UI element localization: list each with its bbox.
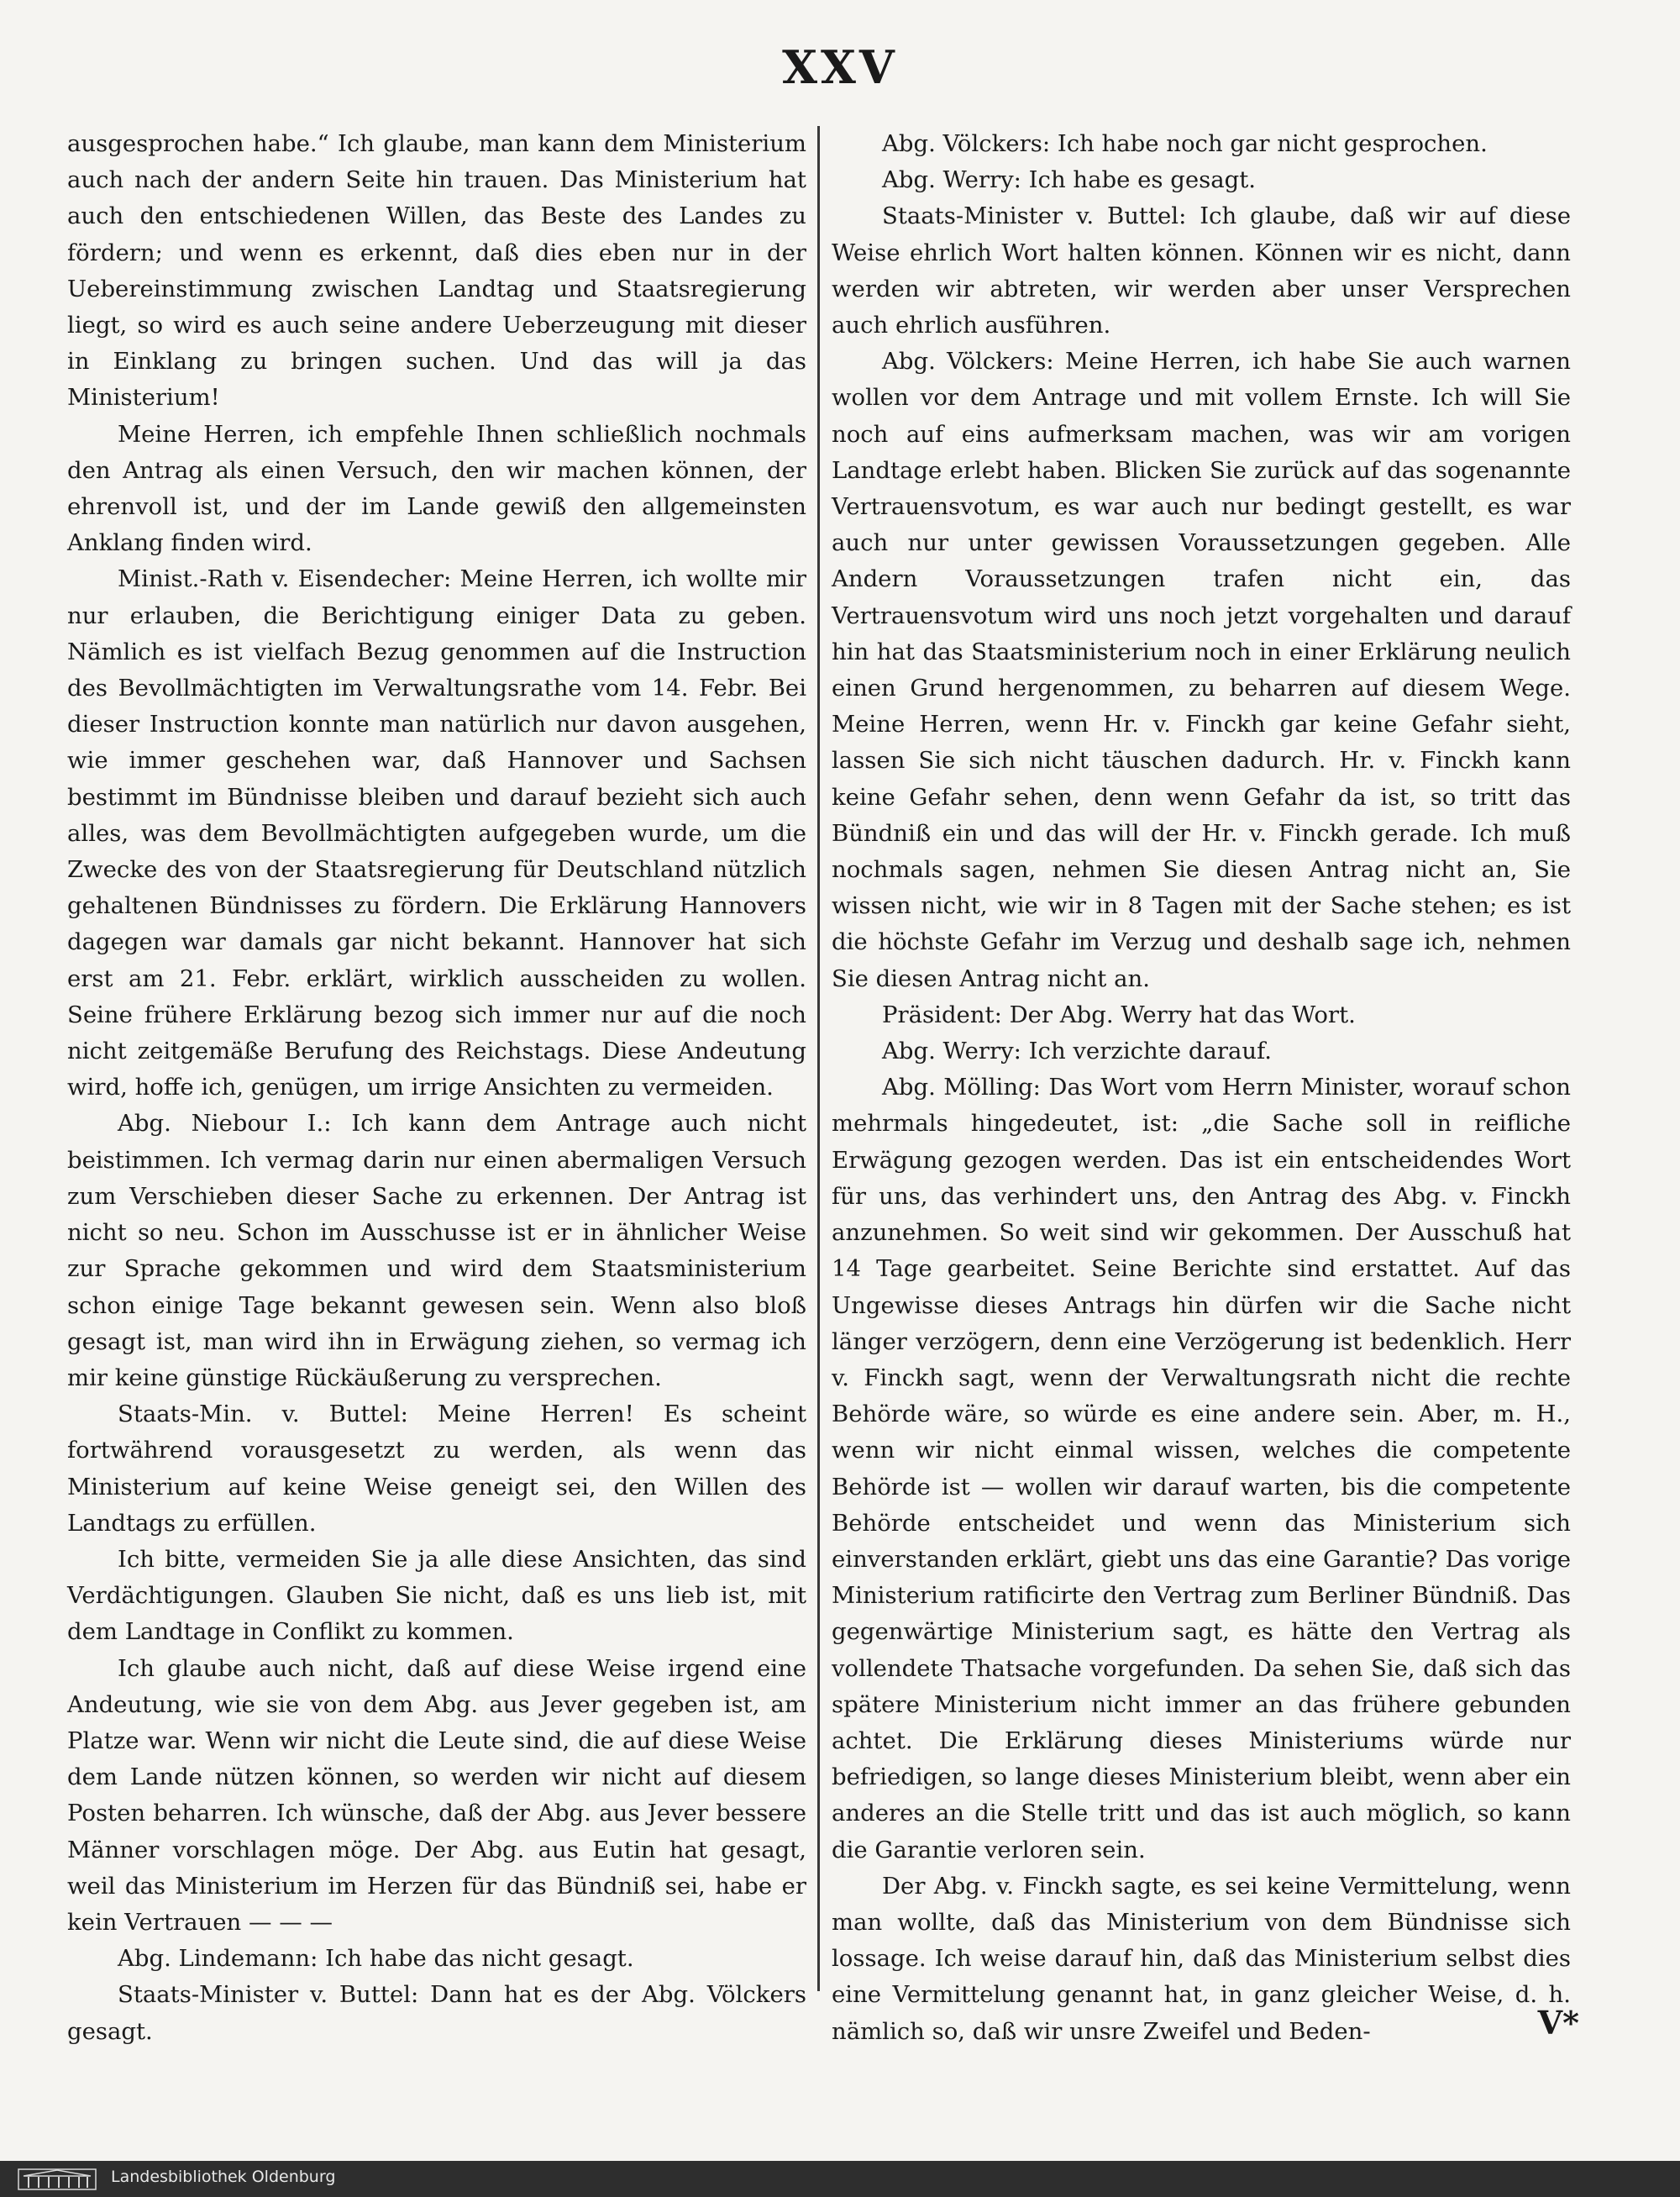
paragraph: Abg. Werry: Ich verzichte darauf.: [882, 1038, 1273, 1065]
paragraph: Ich bitte, vermeiden Sie ja alle diese Ansichten, das sind Verdächtigungen. Glauben Sie nicht, daß es uns lieb ist, mit dem Landtage in Conflikt zu kommen.: [67, 1545, 806, 1646]
signature-mark: V*: [1537, 2004, 1579, 2042]
paragraph: Präsident: Der Abg. Werry hat das Wort.: [882, 1001, 1356, 1028]
left-column: [67, 126, 806, 2045]
right-column: [832, 126, 1571, 2045]
page-number: XXV: [782, 40, 898, 94]
paragraph: Abg. Lindemann: Ich habe das nicht gesagt.: [118, 1945, 634, 1973]
paragraph: Staats-Min. v. Buttel: Meine Herren! Es scheint fortwährend vorausgesetzt zu werden, als wenn das Ministerium auf keine Weise geneigt sei, den Willen des Landtags zu erfüllen.: [67, 1401, 806, 1537]
column-divider: [817, 126, 820, 1991]
paragraph: Abg. Werry: Ich habe es gesagt.: [882, 166, 1257, 194]
paragraph: Meine Herren, ich empfehle Ihnen schließlich nochmals den Antrag als einen Versuch, den wir machen können, der ehrenvoll ist, und der im Lande gewiß den allgemeinsten Anklang finden wird.: [67, 420, 806, 557]
library-footer-bar: [0, 2161, 1680, 2197]
paragraph: Ich glaube auch nicht, daß auf diese Weise irgend eine Andeutung, wie sie von dem Abg. aus Jever gegeben ist, am Platze war. Wenn wir nicht die Leute sind, die auf diese Weise dem Lande nützen können, so werden wir nicht auf diesem Posten beharren. Ich wünsche, daß der Abg. aus Jever bessere Männer vorschlagen möge. Der Abg. aus Eutin hat gesagt, weil das Ministerium im Herzen für das Bündniß sei, habe er kein Vertrauen — — —: [67, 1654, 806, 1936]
paragraph: Abg. Völckers: Meine Herren, ich habe Sie auch warnen wollen vor dem Antrage und mit vollem Ernste. Ich will Sie noch auf eins aufmerksam machen, was wir am vorigen Landtage erlebt haben. Blicken Sie zurück auf das sogenannte Vertrauensvotum, es war auch nur bedingt gestellt, es war auch nur unter gewissen Voraussetzungen gegeben. Alle Andern Voraussetzungen trafen nicht ein, das Vertrauensvotum wird uns noch jetzt vorgehalten und darauf hin hat das Staatsministerium noch in einer Erklärung neulich einen Grund hergenommen, zu beharren auf diesem Wege. Meine Herren, wenn Hr. v. Finckh gar keine Gefahr sieht, lassen Sie sich nicht täuschen dadurch. Hr. v. Finckh kann keine Gefahr sehen, denn wenn Gefahr da ist, so tritt das Bündniß ein und das will der Hr. v. Finckh gerade. Ich muß nochmals sagen, nehmen Sie diesen Antrag nicht an, Sie wissen nicht, wie wir in 8 Tagen mit der Sache stehen; es ist die höchste Gefahr im Verzug und deshalb sage ich, nehmen Sie diesen Antrag nicht an.: [832, 348, 1571, 992]
paragraph: Der Abg. v. Finckh sagte, es sei keine Vermittelung, wenn man wollte, daß das Ministerium von dem Bündnisse sich lossage. Ich weise darauf hin, daß das Ministerium selbst dies eine Vermittelung genannt hat, in ganz gleicher Weise, d. h. nämlich so, daß wir unsre Zweifel und Beden-: [832, 1872, 1571, 2045]
paragraph: Staats-Minister v. Buttel: Ich glaube, daß wir auf diese Weise ehrlich Wort halten können. Können wir es nicht, dann werden wir abtreten, wir werden aber unser Versprechen auch ehrlich ausführen.: [832, 202, 1571, 339]
paragraph: Minist.-Rath v. Eisendecher: Meine Herren, ich wollte mir nur erlauben, die Berichtigung einiger Data zu geben. Nämlich es ist vielfach Bezug genommen auf die Instruction des Bevollmächtigten im Verwaltungsrathe vom 14. Febr. Bei dieser Instruction konnte man natürlich nur davon ausgehen, wie immer geschehen war, daß Hannover und Sachsen bestimmt im Bündnisse bleiben und darauf bezieht sich auch alles, was dem Bevollmächtigten aufgegeben wurde, um die Zwecke des von der Staatsregierung für Deutschland nützlich gehaltenen Bündnisses zu fördern. Die Erklärung Hannovers dagegen war damals gar nicht bekannt. Hannover hat sich erst am 21. Febr. erklärt, wirklich ausscheiden zu wollen. Seine frühere Erklärung bezog sich immer nur auf die noch nicht zeitgemäße Berufung des Reichstags. Diese Andeutung wird, hoffe ich, genügen, um irrige Ansichten zu vermeiden.: [67, 565, 806, 1101]
paragraph: ausgesprochen habe.“ Ich glaube, man kann dem Ministerium auch nach der andern Seite hin trauen. Das Ministerium hat auch den entschiedenen Willen, das Beste des Landes zu fördern; und wenn es erkennt, daß dies eben nur in der Uebereinstimmung zwischen Landtag und Staatsregierung liegt, so wird es auch seine andere Ueberzeugung mit dieser in Einklang zu bringen suchen. Und das will ja das Ministerium!: [67, 130, 806, 412]
library-building-icon: [17, 2166, 97, 2191]
paragraph: Abg. Niebour I.: Ich kann dem Antrage auch nicht beistimmen. Ich vermag darin nur einen abermaligen Versuch zum Verschieben dieser Sache zu erkennen. Der Antrag ist nicht so neu. Schon im Ausschusse ist er in ähnlicher Weise zur Sprache gekommen und wird dem Staatsministerium schon einige Tage bekannt gewesen sein. Wenn also bloß gesagt ist, man wird ihn in Erwägung ziehen, so vermag ich mir keine günstige Rückäußerung zu versprechen.: [67, 1110, 806, 1391]
paragraph: Staats-Minister v. Buttel: Dann hat es der Abg. Völckers gesagt.: [67, 1981, 806, 2045]
library-name: Landesbibliothek Oldenburg: [111, 2168, 336, 2186]
paragraph: Abg. Völckers: Ich habe noch gar nicht gesprochen.: [882, 130, 1488, 157]
paragraph: Abg. Mölling: Das Wort vom Herrn Minister, worauf schon mehrmals hingedeutet, ist: „die Sache soll in reifliche Erwägung gezogen werden. Das ist ein entscheidendes Wort für uns, das verhindert uns, den Antrag des Abg. v. Finckh anzunehmen. So weit sind wir gekommen. Der Ausschuß hat 14 Tage gearbeitet. Seine Berichte sind erstattet. Auf das Ungewisse dieses Antrags hin dürfen wir die Sache nicht länger verzögern, denn eine Verzögerung ist bedenklich. Herr v. Finckh sagt, wenn der Verwaltungsrath nicht die rechte Behörde wäre, so würde es eine andere sein. Aber, m. H., wenn wir nicht einmal wissen, welches die competente Behörde ist — wollen wir darauf warten, bis die competente Behörde entscheidet und wenn das Ministerium sich einverstanden erklärt, giebt uns das eine Garantie? Das vorige Ministerium ratificirte den Vertrag zum Berliner Bündniß. Das gegenwärtige Ministerium sagt, es hätte den Vertrag als vollendete Thatsache vorgefunden. Da sehen Sie, daß sich das spätere Ministerium nicht immer an das frühere gebunden achtet. Die Erklärung dieses Ministeriums würde nur befriedigen, so lange dieses Ministerium bleibt, wenn aber ein anderes an die Stelle tritt und das ist auch möglich, so kann die Garantie verloren sein.: [832, 1074, 1571, 1863]
